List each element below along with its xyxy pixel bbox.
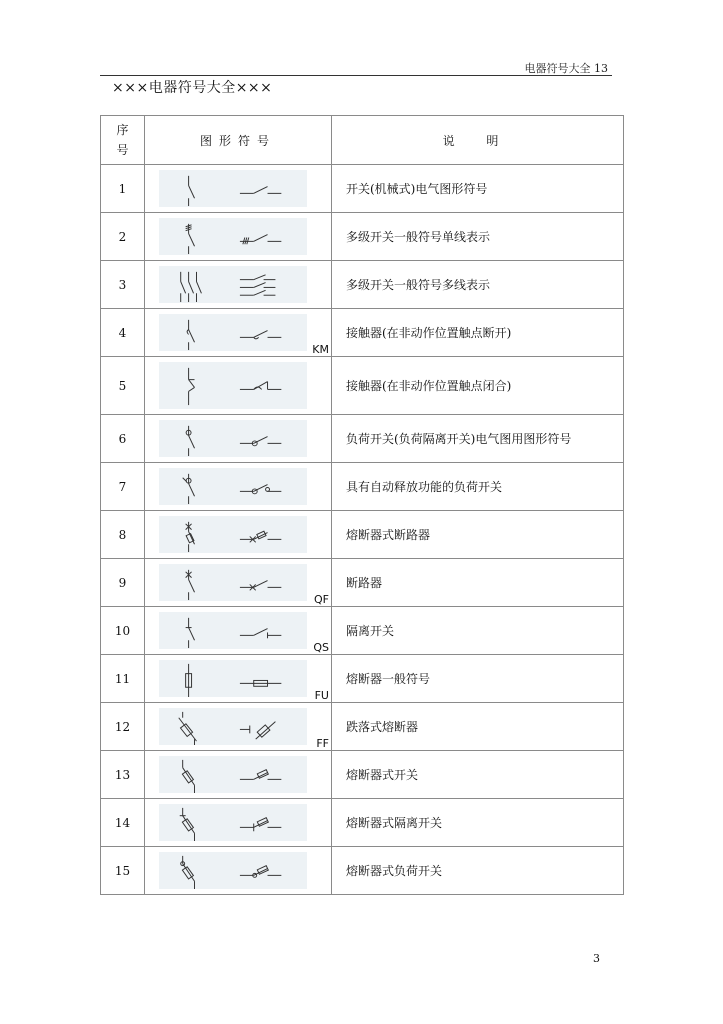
table-row: [101, 799, 624, 847]
row-description: 接触器(在非动作位置触点断开): [332, 309, 624, 357]
symbol-cell: [145, 655, 332, 703]
running-header: 电器符号大全 13: [524, 62, 608, 75]
row-description: 隔离开关: [332, 607, 624, 655]
row-number: 11: [101, 655, 145, 703]
row-number: 8: [101, 511, 145, 559]
row-description: 跌落式熔断器: [332, 703, 624, 751]
multi-pole-switch-multi-line-icon: [159, 266, 307, 303]
symbol-figure: [159, 612, 307, 649]
row-description: 断路器: [332, 559, 624, 607]
auto-release-load-switch-icon: [159, 468, 307, 505]
table-row: [101, 463, 624, 511]
row-description: 熔断器式开关: [332, 751, 624, 799]
symbol-figure: [159, 420, 307, 457]
table-row: [101, 415, 624, 463]
symbol-cell: [145, 463, 332, 511]
symbol-figure: [159, 516, 307, 553]
row-description: 熔断器式断路器: [332, 511, 624, 559]
table-row: [101, 165, 624, 213]
page-number: 3: [593, 952, 600, 965]
row-number: 15: [101, 847, 145, 895]
row-description: 开关(机械式)电气图形符号: [332, 165, 624, 213]
row-description: 熔断器一般符号: [332, 655, 624, 703]
header-rule: [100, 75, 612, 76]
contactor-no-icon: [159, 314, 307, 351]
symbol-cell: [145, 799, 332, 847]
row-number: 7: [101, 463, 145, 511]
fuse-disconnector-icon: [159, 804, 307, 841]
symbol-figure: [159, 468, 307, 505]
symbol-figure: [159, 314, 307, 351]
symbol-cell: [145, 511, 332, 559]
fuse-switch-icon: [159, 756, 307, 793]
table-row: [101, 751, 624, 799]
symbol-cell: [145, 165, 332, 213]
symbol-figure: [159, 266, 307, 303]
row-number: 2: [101, 213, 145, 261]
table-row: [101, 607, 624, 655]
row-number: 1: [101, 165, 145, 213]
symbol-table: [100, 115, 624, 895]
table-row: [101, 309, 624, 357]
row-number: 4: [101, 309, 145, 357]
table-header-row: [101, 116, 624, 165]
fuse-circuit-breaker-icon: [159, 516, 307, 553]
document-title: ×××电器符号大全×××: [112, 80, 273, 96]
symbol-figure: [159, 756, 307, 793]
row-number: 9: [101, 559, 145, 607]
table-row: [101, 511, 624, 559]
symbol-cell: [145, 213, 332, 261]
symbol-cell: [145, 357, 332, 415]
header-symbol: 图形符号: [145, 116, 332, 165]
drop-out-fuse-icon: [159, 708, 307, 745]
load-switch-icon: [159, 420, 307, 457]
symbol-code-label: QF: [314, 593, 329, 606]
row-number: 12: [101, 703, 145, 751]
symbol-cell: [145, 309, 332, 357]
row-number: 10: [101, 607, 145, 655]
symbol-cell: [145, 415, 332, 463]
symbol-figure: [159, 708, 307, 745]
row-description: 多级开关一般符号多线表示: [332, 261, 624, 309]
symbol-code-label: FU: [314, 689, 329, 702]
row-description: 负荷开关(负荷隔离开关)电气图用图形符号: [332, 415, 624, 463]
row-description: 熔断器式隔离开关: [332, 799, 624, 847]
symbol-cell: [145, 751, 332, 799]
row-number: 5: [101, 357, 145, 415]
symbol-cell: [145, 261, 332, 309]
row-description: 接触器(在非动作位置触点闭合): [332, 357, 624, 415]
row-number: 6: [101, 415, 145, 463]
row-number: 13: [101, 751, 145, 799]
symbol-figure: [159, 362, 307, 409]
circuit-breaker-icon: [159, 564, 307, 601]
symbol-figure: [159, 564, 307, 601]
symbol-figure: [159, 660, 307, 697]
fuse-load-switch-icon: [159, 852, 307, 889]
symbol-cell: [145, 847, 332, 895]
symbol-cell: [145, 559, 332, 607]
symbol-cell: [145, 607, 332, 655]
symbol-code-label: QS: [313, 641, 329, 654]
header-description: 说 明: [332, 116, 624, 165]
table-row: [101, 261, 624, 309]
row-description: 熔断器式负荷开关: [332, 847, 624, 895]
symbol-code-label: FF: [316, 737, 329, 750]
table-row: [101, 655, 624, 703]
symbol-cell: [145, 703, 332, 751]
multi-pole-switch-single-line-icon: [159, 218, 307, 255]
row-number: 3: [101, 261, 145, 309]
switch-icon: [159, 170, 307, 207]
row-description: 具有自动释放功能的负荷开关: [332, 463, 624, 511]
symbol-figure: [159, 170, 307, 207]
fuse-icon: [159, 660, 307, 697]
table-row: [101, 847, 624, 895]
disconnector-icon: [159, 612, 307, 649]
table-row: [101, 213, 624, 261]
symbol-code-label: KM: [312, 343, 329, 356]
contactor-nc-icon: [159, 362, 307, 409]
symbol-figure: [159, 804, 307, 841]
row-description: 多级开关一般符号单线表示: [332, 213, 624, 261]
header-no: 序 号: [101, 116, 145, 165]
symbol-figure: [159, 218, 307, 255]
symbol-figure: [159, 852, 307, 889]
row-number: 14: [101, 799, 145, 847]
table-row: [101, 703, 624, 751]
table-row: [101, 559, 624, 607]
table-row: [101, 357, 624, 415]
